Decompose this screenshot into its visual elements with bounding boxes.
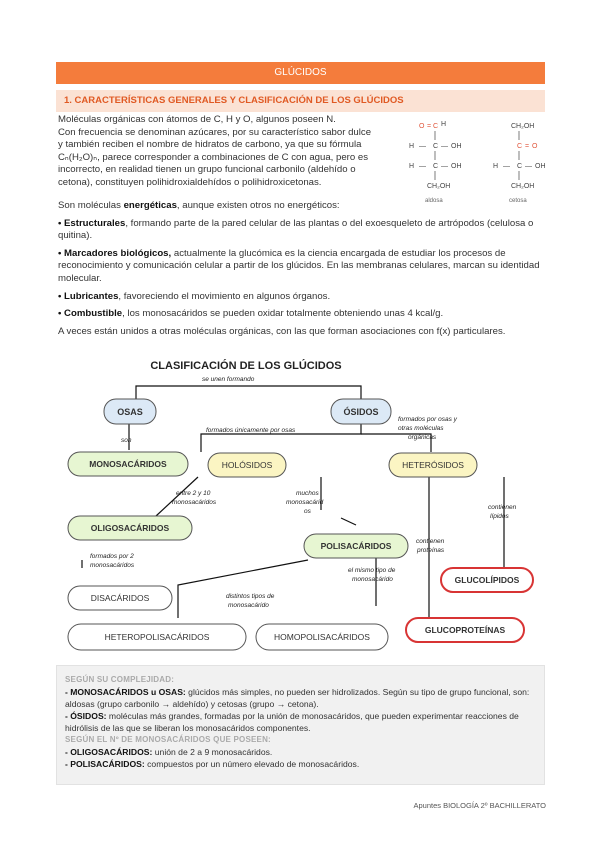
svg-text:CH₂OH: CH₂OH <box>511 183 535 190</box>
molecule-structures-figure <box>405 118 565 210</box>
intro-paragraph <box>58 114 393 190</box>
node-glucoproteinas: GLUCOPROTEÍNAS <box>424 625 506 635</box>
node-heterosidos: HETERÓSIDOS <box>402 460 464 470</box>
intro-line: cetona), constituyen polihidroxialdehídos o polihidroxicetonas. <box>58 176 322 188</box>
intro-line: Moléculas orgánicas con átomos de C, H y O, algunos poseen N. <box>58 114 336 125</box>
svg-text:—: — <box>525 163 532 170</box>
node-disacaridos: DISACÁRIDOS <box>90 593 150 603</box>
label-son: son <box>121 437 132 444</box>
label-formados-2-2: monosacáridos <box>90 562 135 569</box>
label-contienen-lipidos-2: lípidos <box>490 513 509 520</box>
svg-text:C: C <box>517 163 523 170</box>
label-contienen-proteinas-2: proteínas <box>417 547 445 554</box>
svg-text:O: O <box>419 123 425 130</box>
aldosa-structure <box>409 121 462 204</box>
cetosa-label: cetosa <box>509 198 527 204</box>
classification-diagram <box>56 350 545 660</box>
svg-text:C: C <box>517 143 523 150</box>
bullet-marcadores: • Marcadores biológicos, actualmente la glucómica es la ciencia encargada de estudiar los procesos de reconocimiento y comunicación celular a partir de los glúcidos. En las membranas celulares, marcan su identidad molecular. <box>58 247 540 284</box>
label-formados-osas-1: formados por osas y <box>398 416 457 423</box>
intro-line: y también reciben el nombre de hidratos de carbono, ya que su fórmula <box>58 139 362 151</box>
diagram-title: CLASIFICACIÓN DE LOS GLÚCIDOS <box>150 360 342 372</box>
svg-text:=: = <box>525 143 530 150</box>
intro-line: Con frecuencia se denominan azúcares, por su característico sabor dulce <box>58 126 372 138</box>
notes-osidos: - ÓSIDOS: moléculas más grandes, formadas por la unión de monosacáridos, que pueden experimentar reacciones de hidrólisis de las que se liberan los monosacáridos componentes. <box>65 711 519 733</box>
node-heteropolisacaridos: HETEROPOLISACÁRIDOS <box>104 632 210 642</box>
svg-text:H: H <box>493 163 499 170</box>
label-muchos-2: monosacárid <box>286 499 324 506</box>
notes-oligosacaridos: - OLIGOSACÁRIDOS: unión de 2 a 9 monosacáridos. <box>65 747 273 757</box>
svg-text:CH₂OH: CH₂OH <box>511 123 535 130</box>
node-osidos: ÓSIDOS <box>343 407 379 417</box>
page-title-banner <box>56 62 545 84</box>
svg-text:OH: OH <box>451 143 462 150</box>
node-osas: OSAS <box>117 407 143 417</box>
label-formados-osas-2: otras moléculas <box>398 425 444 432</box>
label-contienen-proteinas-1: contienen <box>416 538 445 545</box>
intro-line: incorrecto, en realidad tienen un grupo funcional carbonilo (aldehído o <box>58 164 356 176</box>
svg-text:—: — <box>419 163 426 170</box>
intro-line: Cₙ(H₂O)ₙ, parece corresponder a combinaciones de C con agua, pero es <box>58 151 368 163</box>
label-se-unen: se unen formando <box>202 376 255 383</box>
label-entre-1: entre 2 y 10 <box>176 490 211 497</box>
label-contienen-lipidos-1: contienen <box>488 504 517 511</box>
label-muchos-1: muchos <box>296 490 319 497</box>
svg-text:OH: OH <box>451 163 462 170</box>
node-holosidos: HOLÓSIDOS <box>221 460 273 470</box>
label-formados-osas-3: orgánicas <box>408 434 437 441</box>
notes-polisacaridos: - POLISACÁRIDOS: compuestos por un número elevado de monosacáridos. <box>65 759 360 769</box>
energy-sentence: Son moléculas energéticas, aunque existen otros no energéticos: <box>58 200 340 211</box>
bullet-estructurales: • Estructurales, formando parte de la pared celular de las plantas o del exoesqueleto de artrópodos (celulosa o quitina). <box>58 217 534 242</box>
node-glucolipidos: GLUCOLÍPIDOS <box>454 575 520 585</box>
cetosa-structure <box>493 123 546 204</box>
notes-heading-numero: SEGÚN EL Nº DE MONOSACÁRIDOS QUE POSEEN: <box>65 735 271 744</box>
svg-text:—: — <box>441 143 448 150</box>
label-distintos-2: monosacárido <box>228 602 269 609</box>
node-oligosacaridos: OLIGOSACÁRIDOS <box>90 523 170 533</box>
svg-text:O: O <box>532 143 538 150</box>
label-mismo-1: el mismo tipo de <box>348 567 396 574</box>
svg-text:H: H <box>409 163 415 170</box>
label-muchos-3: os <box>304 508 311 515</box>
section-heading <box>56 90 545 112</box>
label-distintos-1: distintos tipos de <box>226 593 275 600</box>
svg-text:C: C <box>433 143 439 150</box>
bullet-combustible: • Combustible, los monosacáridos se pueden oxidar totalmente obteniendo unas 4 kcal/g. <box>58 308 444 320</box>
svg-text:=: = <box>427 123 432 130</box>
svg-text:C: C <box>433 123 439 130</box>
label-mismo-2: monosacárido <box>352 576 393 583</box>
svg-text:C: C <box>433 163 439 170</box>
svg-text:—: — <box>419 143 426 150</box>
label-formados-unicamente: formados únicamente por osas <box>206 427 296 434</box>
node-polisacaridos: POLISACÁRIDOS <box>320 541 392 551</box>
page-footer: Apuntes BIOLOGÍA 2º BACHILLERATO <box>413 801 546 810</box>
bullet-lubricantes: • Lubricantes, favoreciendo el movimiento en algunos órganos. <box>58 290 331 302</box>
notes-heading-complejidad: SEGÚN SU COMPLEJIDAD: <box>65 675 175 684</box>
section-title: 1. CARACTERÍSTICAS GENERALES Y CLASIFICACIÓN DE LOS GLÚCIDOS <box>64 95 404 106</box>
closing-sentence: A veces están unidos a otras moléculas orgánicas, con las que forman asociaciones con f(x) particulares. <box>58 325 506 337</box>
notes-monosacaridos: - MONOSACÁRIDOS u OSAS: glúcidos más simples, no pueden ser hidrolizados. Según su tipo de grupo funcional, son: aldosas (grupo carbonilo → aldehído) y cetosas (grupo → cetona). <box>65 687 530 709</box>
aldosa-label: aldosa <box>425 198 443 204</box>
label-entre-2: monosacáridos <box>172 499 217 506</box>
node-monosacaridos: MONOSACÁRIDOS <box>89 459 167 469</box>
svg-text:H: H <box>441 121 447 128</box>
node-homopolisacaridos: HOMOPOLISACÁRIDOS <box>274 632 370 642</box>
svg-text:—: — <box>503 163 510 170</box>
page-title: GLÚCIDOS <box>274 67 327 78</box>
label-formados-2-1: formados por 2 <box>90 553 134 560</box>
body-text <box>58 200 546 343</box>
svg-text:—: — <box>441 163 448 170</box>
summary-notes-box <box>56 665 545 785</box>
svg-text:H: H <box>409 143 415 150</box>
svg-text:CH₂OH: CH₂OH <box>427 183 451 190</box>
svg-text:OH: OH <box>535 163 546 170</box>
